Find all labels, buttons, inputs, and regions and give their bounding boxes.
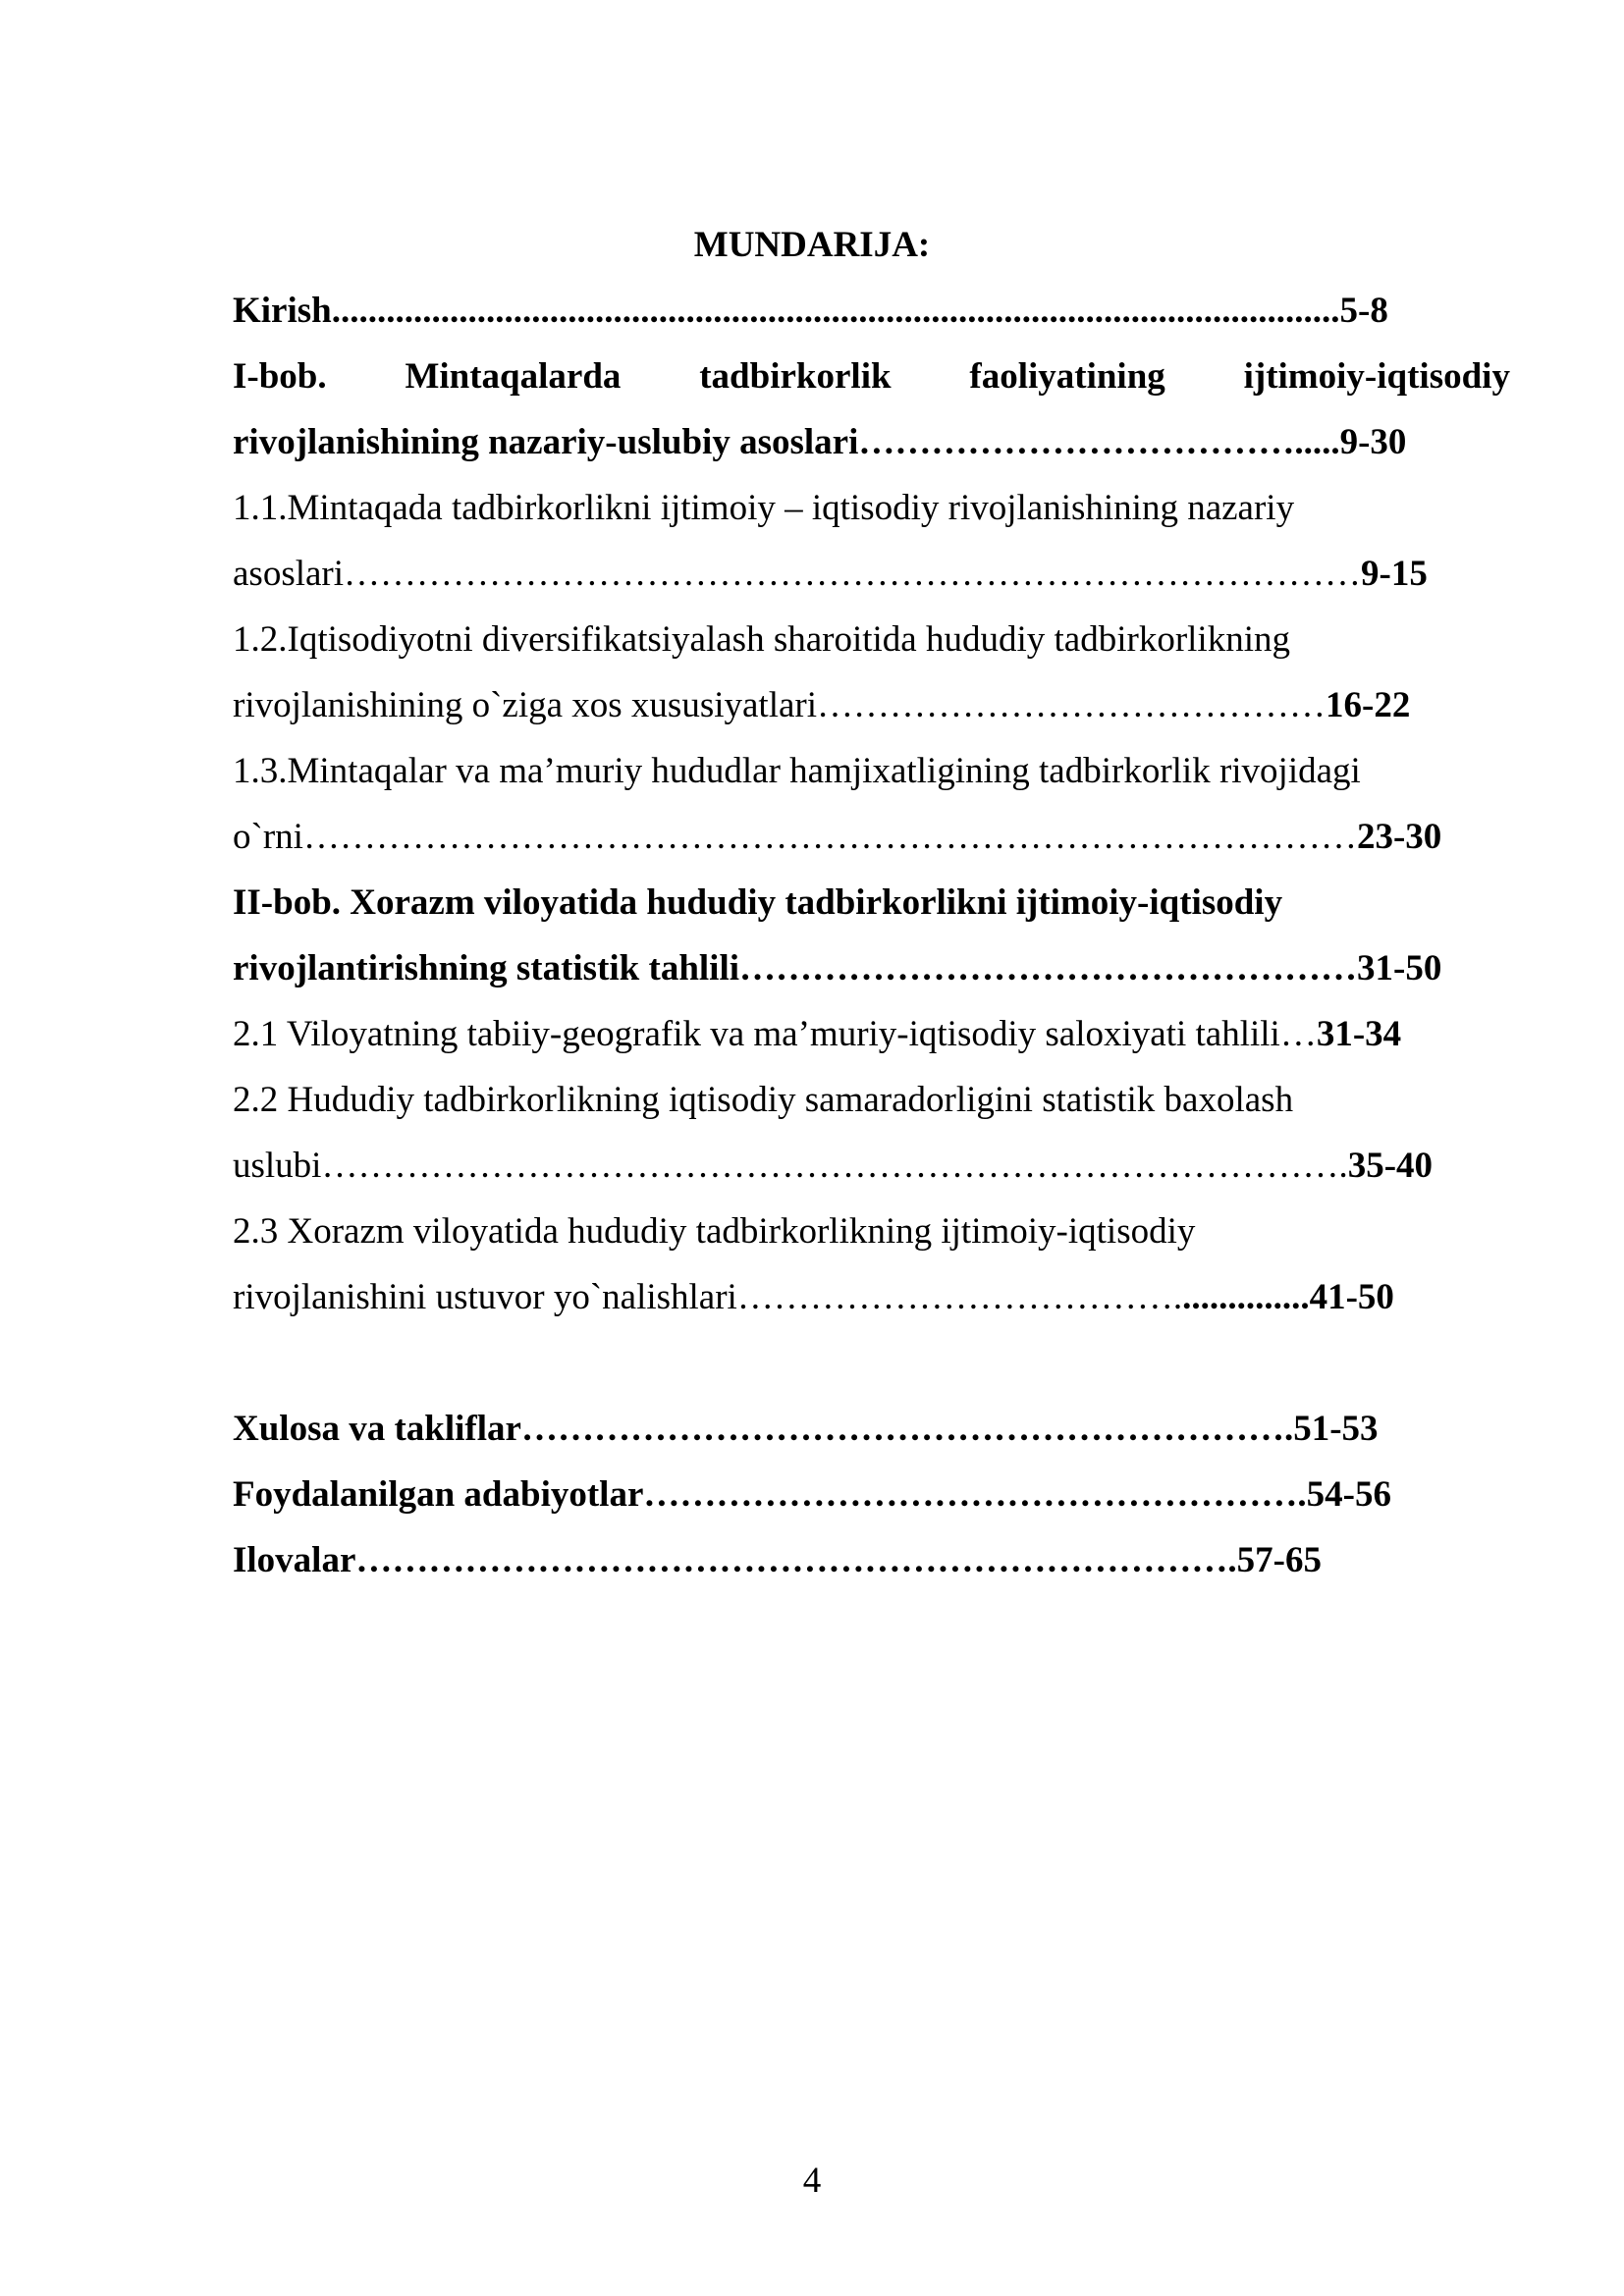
- toc-leader-dots: ……………………………….: [736, 1277, 1183, 1317]
- toc-leader-dots: ……………………………………………………………………………: [302, 817, 1357, 857]
- toc-entry-label: o`rni: [233, 817, 303, 857]
- toc-entry-adabiyotlar: [233, 1469, 1391, 1521]
- toc-page-range: 16-22: [1326, 685, 1411, 725]
- toc-entry-label: Xulosa va takliflar: [233, 1409, 521, 1449]
- toc-leader-dots: ……………………………………………………….: [520, 1409, 1294, 1449]
- toc-entry-bob1-cont: [233, 417, 1406, 468]
- toc-page-range: 23-30: [1356, 817, 1442, 857]
- toc-entry-label: asoslari: [233, 554, 345, 594]
- toc-leader-dots-bold: ..............: [1182, 1277, 1310, 1317]
- toc-entry-1-2-line1: 1.2.Iqtisodiyotni diversifikatsiyalash sharoitida hududiy tadbirkorlikning: [233, 619, 1290, 660]
- toc-entry-2-3-line1: 2.3 Xorazm viloyatida hududiy tadbirkorlikning ijtimoiy-iqtisodiy: [233, 1211, 1196, 1252]
- toc-entry-label: uslubi: [233, 1146, 322, 1186]
- toc-leader-dots: ……………………………………………: [739, 948, 1358, 988]
- toc-page-range: 57-65: [1236, 1540, 1322, 1580]
- toc-page-range: 51-53: [1293, 1409, 1379, 1449]
- toc-entry-label: Kirish: [233, 291, 332, 331]
- toc-chapter-prefix: II-bob: [233, 882, 332, 923]
- page-title: MUNDARIJA:: [693, 225, 931, 265]
- toc-page-range: 54-56: [1306, 1474, 1391, 1515]
- toc-word: ijtimoiy-iqtisodiy: [1243, 356, 1510, 397]
- toc-word: faoliyatining: [969, 356, 1165, 397]
- toc-entry-label: . Xorazm viloyatida hududiy tadbirkorlikni ijtimoiy-iqtisodiy: [331, 882, 1283, 923]
- toc-entry-1-3-line2: [233, 812, 1441, 863]
- toc-entry-1-2-line2: [233, 680, 1410, 731]
- toc-entry-ilovalar: [233, 1535, 1322, 1586]
- toc-entry-2-3-line2: [233, 1272, 1394, 1323]
- toc-leader-dots: ………………………………………………………………………….: [321, 1146, 1348, 1186]
- toc-leader-dots: ……………………………………………….: [643, 1474, 1307, 1515]
- toc-entry-label: rivojlantirishning statistik tahlili: [233, 948, 740, 988]
- toc-word: tadbirkorlik: [699, 356, 892, 397]
- toc-page-range: 31-50: [1357, 948, 1442, 988]
- page-number: 4: [802, 2161, 822, 2201]
- toc-entry-bob1-heading: [233, 351, 1510, 402]
- toc-leader-dots: ……………………………….....: [858, 422, 1340, 462]
- toc-word: Mintaqalarda: [405, 356, 622, 397]
- toc-entry-2-2-line2: [233, 1141, 1433, 1192]
- toc-page-range: 41-50: [1309, 1277, 1394, 1317]
- toc-leader-dots: ...............................................................................................................: [331, 291, 1340, 331]
- toc-leader-dots: ……………………………………: [817, 685, 1326, 725]
- toc-entry-label: rivojlanishining nazariy-uslubiy asoslari: [233, 422, 859, 462]
- toc-entry-bob2-heading: [233, 878, 1282, 929]
- toc-leader-dots: ……………………………………………………………….: [355, 1540, 1237, 1580]
- toc-entry-2-2-line1: 2.2 Hududiy tadbirkorlikning iqtisodiy samaradorligini statistik baxolash: [233, 1080, 1294, 1120]
- toc-entry-1-1-line1: 1.1.Mintaqada tadbirkorlikni ijtimoiy – iqtisodiy rivojlanishining nazariy: [233, 488, 1295, 528]
- toc-entry-bob2-cont: [233, 943, 1441, 994]
- toc-entry-label: Foydalanilgan adabiyotlar: [233, 1474, 644, 1515]
- toc-entry-1-3-line1: 1.3.Mintaqalar va ma’muriy hududlar hamjixatligining tadbirkorlik rivojidagi: [233, 751, 1361, 791]
- toc-page-range: 9-15: [1361, 554, 1428, 594]
- toc-entry-1-1-line2: [233, 549, 1428, 600]
- toc-page-range: 9-30: [1339, 422, 1407, 462]
- toc-entry-label: 2.1 Viloyatning tabiiy-geografik va ma’muriy-iqtisodiy saloxiyati tahlili…: [233, 1014, 1317, 1054]
- toc-leader-dots: …………………………………………………………………………: [344, 554, 1362, 594]
- toc-entry-label: rivojlanishining o`ziga xos xususiyatlari: [233, 685, 817, 725]
- toc-entry-2-1: [233, 1009, 1401, 1060]
- toc-entry-label: rivojlanishini ustuvor yo`nalishlari: [233, 1277, 737, 1317]
- toc-entry-xulosa: [233, 1404, 1379, 1455]
- toc-page-range: 5-8: [1339, 291, 1388, 331]
- toc-page-range: 31-34: [1316, 1014, 1402, 1054]
- toc-entry-kirish: [233, 286, 1388, 337]
- toc-page-range: 35-40: [1347, 1146, 1434, 1186]
- toc-entry-label: Ilovalar: [233, 1540, 356, 1580]
- toc-word: I-bob.: [233, 356, 327, 397]
